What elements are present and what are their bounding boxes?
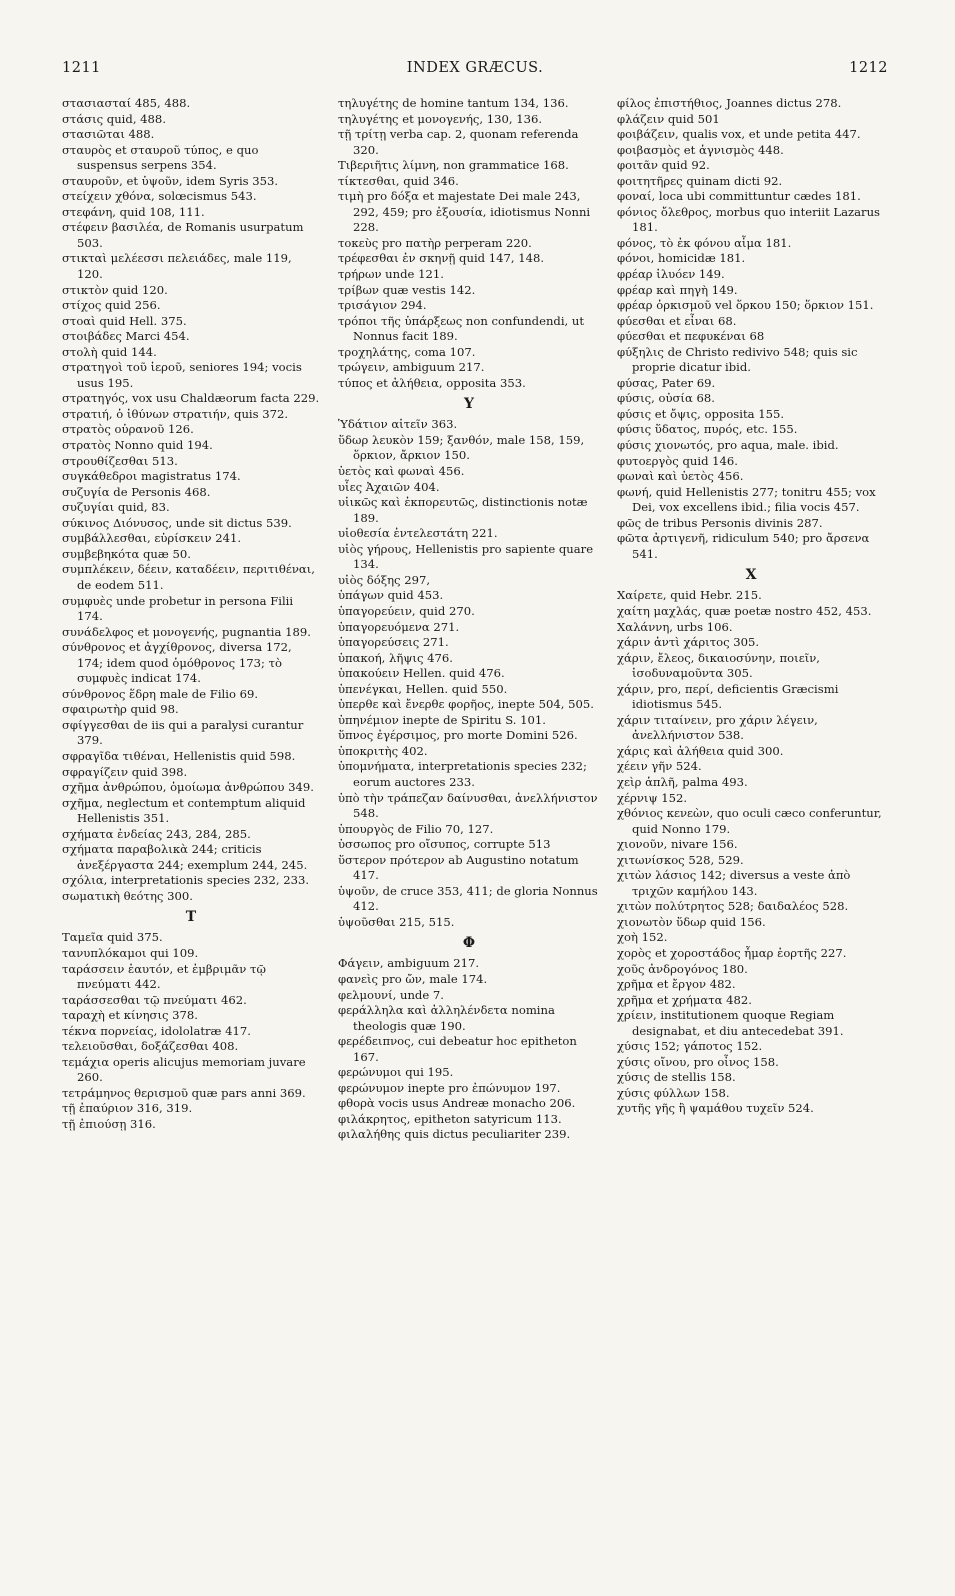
- index-entry: ὑπακούειν Hellen. quid 476.: [338, 666, 505, 681]
- index-entry: σύνθρονος et ἀγχίθρονος, diversa 172, 174; idem quod ὁμόθρονος 173; τὸ συμφυὲς indicat 174.: [62, 640, 292, 686]
- index-entry: τῇ ἐπαύριον 316, 319.: [62, 1101, 193, 1116]
- index-entry: φύσις χιονωτός, pro aqua, male. ibid.: [617, 438, 839, 453]
- index-column-3: [617, 96, 885, 1117]
- index-entry: συγκάθεδροι magistratus 174.: [62, 469, 241, 484]
- index-entry: υἱὸς γήρους, Hellenistis pro sapiente quare 134.: [338, 541, 594, 572]
- index-entry: τανυπλόκαμοι qui 109.: [62, 945, 199, 960]
- index-entry: φύσις, οὐσία 68.: [617, 391, 715, 406]
- index-entry: φρέαρ ἰλυόεν 149.: [617, 267, 725, 282]
- index-entry: σταυρὸς et σταυροῦ τύπος, e quo suspensus serpens 354.: [62, 142, 259, 173]
- index-entry: χύσις φύλλων 158.: [617, 1085, 730, 1100]
- index-entry: συζυγίαι quid, 83.: [62, 500, 170, 515]
- index-entry: σφραγίζειν quid 398.: [62, 764, 188, 779]
- index-entry: φοιτᾶν quid 92.: [617, 158, 710, 173]
- index-entry: υἱικῶς καὶ ἐκπορευτῶς, distinctionis notæ 189.: [338, 495, 588, 525]
- index-entry: φύξηλις de Christo redivivo 548; quis sic proprie dicatur ibid.: [617, 344, 858, 375]
- index-entry: συνάδελφος et μονογενής, pugnantia 189.: [62, 624, 311, 639]
- index-entry: Χαλάννη, urbs 106.: [617, 619, 733, 634]
- index-entry: στεφάνη, quid 108, 111.: [62, 204, 205, 219]
- index-entry: χύσις de stellis 158.: [617, 1070, 736, 1085]
- running-title: INDEX GRÆCUS.: [406, 60, 544, 76]
- index-entry: σφραγῖδα τιθέναι, Hellenistis quid 598.: [62, 748, 296, 763]
- index-entry: ὕπνος ἐγέρσιμος, pro morte Domini 526.: [338, 728, 578, 743]
- index-entry: φοιτητῆρες quinam dicti 92.: [617, 173, 783, 188]
- index-entry: σχήματα παραβολικὰ 244; criticis ἀνεξέργαστα 244; exemplum 244, 245.: [62, 842, 308, 872]
- index-entry: στασιασταί 485, 488.: [62, 96, 191, 110]
- index-entry: ταράσσεσθαι τῷ πνεύματι 462.: [62, 992, 247, 1007]
- index-entry: φύεσθαι et εἶναι 68.: [617, 313, 737, 328]
- index-entry: τρισάγιον 294.: [338, 298, 427, 313]
- index-entry: χιτωνίσκος 528, 529.: [617, 852, 744, 867]
- index-entry: φιλαλήθης quis dictus peculiariter 239.: [338, 1127, 571, 1142]
- index-entry: χιτὼν πολύτρητος 528; δαιδαλέος 528.: [617, 899, 849, 914]
- index-entry: Χαίρετε, quid Hebr. 215.: [617, 588, 762, 603]
- index-entry: στικτὸν quid 120.: [62, 282, 168, 297]
- index-entry: Φάγειν, ambiguum 217.: [338, 956, 480, 971]
- index-entry: σχῆμα ἀνθρώπου, ὁμοίωμα ἀνθρώπου 349.: [62, 780, 314, 795]
- index-entry: σφίγγεσθαι de iis qui a paralysi curantur 379.: [62, 717, 304, 748]
- index-entry: χέειν γῆν 524.: [617, 759, 702, 774]
- index-entry: ὑπουργὸς de Filio 70, 127.: [338, 821, 494, 836]
- index-entry: ὑψοῦν, de cruce 353, 411; de gloria Nonnus 412.: [338, 883, 598, 914]
- index-entry: τηλυγέτης et μονογενής, 130, 136.: [338, 111, 543, 126]
- index-entry: τοκεὺς pro πατὴρ perperam 220.: [338, 235, 532, 250]
- index-entry: χάριν τιταίνειν, pro χάριν λέγειν, ἀνελλήνιστον 538.: [617, 712, 818, 743]
- index-entry: ὑπὸ τὴν τράπεζαν δαίνυσθαι, ἀνελλήνιστον 548.: [338, 790, 598, 821]
- index-entry: φερέδειπνος, cui debeatur hoc epitheton 167.: [338, 1034, 577, 1064]
- index-entry: συμπλέκειν, δέειν, καταδέειν, περιτιθέναι, de eodem 511.: [62, 562, 315, 592]
- index-entry: υἷες Ἀχαιῶν 404.: [338, 479, 440, 494]
- index-entry: στρατηγός, vox usu Chaldæorum facta 229.: [62, 391, 320, 406]
- index-entry: τελειοῦσθαι, δοξάζεσθαι 408.: [62, 1039, 239, 1054]
- index-entry: συμβάλλεσθαι, εὑρίσκειν 241.: [62, 531, 242, 546]
- index-entry: φύσις et ὄψις, opposita 155.: [617, 406, 785, 421]
- index-entry: τεμάχια operis alicujus memoriam juvare 260.: [62, 1054, 306, 1085]
- index-entry: ὑψοῦσθαι 215, 515.: [338, 914, 455, 929]
- index-entry: φελμουνί, unde 7.: [338, 987, 444, 1002]
- index-entry: συμβεβηκότα quæ 50.: [62, 546, 191, 561]
- index-entry: τύπος et ἀλήθεια, opposita 353.: [338, 375, 526, 390]
- index-entry: υἱοθεσία ἐντελεστάτη 221.: [338, 526, 498, 541]
- index-entry: Ὑδάτιον αἰτεῖν 363.: [338, 417, 458, 432]
- index-entry: φοιβασμὸς et ἁγνισμὸς 448.: [617, 142, 784, 157]
- index-entry: τῇ ἐπιούσῃ 316.: [62, 1117, 156, 1131]
- index-entry: ὕδωρ λευκὸν 159; ξανθόν, male 158, 159, ὅρκιον, ἄρκιον 150.: [338, 432, 585, 463]
- index-entry: ὕστερον πρότερον ab Augustino notatum 417.: [338, 852, 579, 883]
- index-entry: υἱὸς δόξης 297,: [338, 572, 431, 587]
- index-entry: σχόλια, interpretationis species 232, 233.: [62, 873, 310, 888]
- index-entry: στείχειν χθόνα, solœcismus 543.: [62, 189, 257, 204]
- index-entry: στρουθίζεσθαι 513.: [62, 453, 178, 468]
- index-entry: χοὴ 152.: [617, 930, 668, 945]
- letter-section-heading: Υ: [464, 396, 474, 413]
- index-entry: σωματικὴ θεότης 300.: [62, 888, 193, 903]
- index-entry: φῶτα ἀρτιγενῆ, ridiculum 540; pro ἄρσενα 541.: [617, 531, 870, 561]
- index-entry: σύκινος Διόνυσος, unde sit dictus 539.: [62, 515, 292, 530]
- index-column-2: [338, 96, 600, 1143]
- index-entry: τρώγειν, ambiguum 217.: [338, 360, 485, 375]
- index-entry: χρίειν, institutionem quoque Regiam designabat, et diu antecedebat 391.: [617, 1008, 844, 1038]
- index-entry: φλάζειν quid 501: [617, 111, 720, 126]
- index-entry: χάριν, pro, περί, deficientis Græcismi idiotismus 545.: [617, 681, 839, 712]
- index-entry: χάριν ἀντὶ χάριτος 305.: [617, 635, 760, 650]
- index-entry: συμφυὲς unde probetur in persona Filii 174.: [62, 593, 294, 624]
- index-entry: στικταὶ μελέεσσι πελειάδες, male 119, 120.: [62, 251, 292, 282]
- index-entry: χιονωτὸν ὕδωρ quid 156.: [617, 914, 766, 929]
- index-entry: ὑπομνήματα, interpretationis species 232; eorum auctores 233.: [338, 759, 587, 789]
- index-entry: ὑετὸς καὶ φωναὶ 456.: [338, 464, 465, 479]
- index-entry: φρέαρ ὁρκισμοῦ vel ὅρκου 150; ὅρκιον 151.: [617, 298, 874, 313]
- index-entry: φθορὰ vocis usus Andreæ monacho 206.: [338, 1096, 576, 1111]
- index-entry: ὑπάγων quid 453.: [338, 588, 444, 603]
- index-entry: ὑπαγορεύσεις 271.: [338, 635, 449, 650]
- index-entry: ὑπερθε καὶ ἔνερθε φορῆος, inepte 504, 505.: [338, 697, 594, 712]
- index-entry: χεὶρ ἁπλῆ, palma 493.: [617, 774, 748, 789]
- index-entry: συζυγία de Personis 468.: [62, 484, 211, 499]
- index-entry: ταραχὴ et κίνησις 378.: [62, 1008, 198, 1023]
- index-entry: φύσας, Pater 69.: [617, 375, 716, 390]
- index-entry: τηλυγέτης de homine tantum 134, 136.: [338, 96, 569, 110]
- index-entry: ὑσσωπος pro οἴσυπος, corrupte 513: [338, 837, 551, 852]
- index-entry: στοιβάδες Marci 454.: [62, 329, 190, 344]
- index-entry: χρῆμα et ἔργον 482.: [617, 977, 736, 992]
- index-entry: στοαὶ quid Hell. 375.: [62, 313, 187, 328]
- index-entry: χέρνιψ 152.: [617, 790, 688, 805]
- letter-section-heading: Φ: [462, 935, 476, 952]
- index-entry: χρῆμα et χρήματα 482.: [617, 992, 752, 1007]
- letter-section-heading: T: [185, 909, 197, 926]
- index-entry: στολὴ quid 144.: [62, 344, 157, 359]
- index-entry: φοναί, loca ubi committuntur cædes 181.: [617, 189, 861, 204]
- index-entry: φανεὶς pro ὤν, male 174.: [338, 971, 488, 986]
- index-entry: χάριν, ἔλεος, δικαιοσύνην, ποιεῖν, ἰσοδυναμοῦντα 305.: [617, 650, 820, 681]
- index-entry: Ταμεῖα quid 375.: [62, 930, 163, 945]
- index-entry: στάσις quid, 488.: [62, 111, 166, 126]
- index-entry: χύσις οἴνου, pro οἶνος 158.: [617, 1054, 779, 1069]
- index-entry: τιμὴ pro δόξα et majestate Dei male 243, 292, 459; pro ἐξουσία, idiotismus Nonni 228.: [338, 189, 591, 235]
- index-entry: Τιβεριῆτις λίμνη, non grammatice 168.: [338, 158, 569, 173]
- index-entry: σχήματα ἐνδείας 243, 284, 285.: [62, 826, 251, 841]
- page-header: [62, 60, 888, 84]
- index-entry: ὑπαγορεύειν, quid 270.: [338, 603, 475, 618]
- index-entry: φύσις ὕδατος, πυρός, etc. 155.: [617, 422, 798, 437]
- letter-section-heading: X: [745, 567, 757, 584]
- index-entry: φόνοι, homicidæ 181.: [617, 251, 746, 266]
- index-entry: τίκτεσθαι, quid 346.: [338, 173, 459, 188]
- index-entry: χιονοῦν, nivare 156.: [617, 837, 738, 852]
- index-entry: φεράλληλα καὶ ἀλληλένδετα nomina theologis quæ 190.: [338, 1003, 555, 1033]
- index-entry: τετράμηνος θερισμοῦ quæ pars anni 369.: [62, 1085, 306, 1100]
- index-entry: φυτοεργὸς quid 146.: [617, 453, 738, 468]
- index-entry: φόνος, τὸ ἐκ φόνου αἷμα 181.: [617, 235, 792, 250]
- index-entry: τῇ τρίτῃ verba cap. 2, quonam referenda 320.: [338, 127, 579, 157]
- index-entry: φρέαρ καὶ πηγὴ 149.: [617, 282, 738, 297]
- index-entry: τρήρων unde 121.: [338, 267, 444, 282]
- index-entry: φίλος ἐπιστήθιος, Joannes dictus 278.: [617, 96, 842, 110]
- index-entry: φοιβάζειν, qualis vox, et unde petita 447.: [617, 127, 861, 142]
- index-entry: χιτὼν λάσιος 142; diversus a veste ἀπὸ τριχῶν καμήλου 143.: [617, 868, 851, 898]
- index-entry: ταράσσειν ἑαυτόν, et ἐμβριμᾶν τῷ πνεύματι 442.: [62, 961, 266, 992]
- index-entry: χορὸς et χοροστάδος ἦμαρ ἑορτῆς 227.: [617, 945, 847, 960]
- left-column-number: 1211: [62, 60, 101, 76]
- index-entry: χθόνιος κενεὼν, quo oculi cæco conferuntur, quid Nonno 179.: [617, 806, 882, 836]
- index-entry: ὑποκριτὴς 402.: [338, 743, 428, 758]
- index-entry: φῶς de tribus Personis divinis 287.: [617, 515, 823, 530]
- index-entry: τέκνα πορνείας, idololatræ 417.: [62, 1023, 251, 1038]
- index-column-1: [62, 96, 320, 1133]
- index-entry: ὑπακοή, λῆψις 476.: [338, 650, 453, 665]
- index-entry: φύεσθαι et πεφυκέναι 68: [617, 329, 765, 344]
- index-entry: σφαιρωτὴρ quid 98.: [62, 702, 179, 717]
- index-entry: στίχος quid 256.: [62, 298, 161, 313]
- index-entry: στρατηγοὶ τοῦ ἱεροῦ, seniores 194; vocis usus 195.: [62, 360, 302, 390]
- index-entry: τρίβων quæ vestis 142.: [338, 282, 476, 297]
- index-entry: χαίτη μαχλάς, quæ poetæ nostro 452, 453.: [617, 603, 872, 618]
- index-entry: σύνθρονος ἕδρη male de Filio 69.: [62, 686, 259, 701]
- index-entry: φωνή, quid Hellenistis 277; tonitru 455; vox Dei, vox excellens ibid.; filia vocis 457.: [617, 484, 876, 515]
- index-entry: φωναὶ καὶ ὑετὸς 456.: [617, 469, 744, 484]
- index-entry: τρόποι τῆς ὑπάρξεως non confundendi, ut Nonnus facit 189.: [338, 313, 585, 344]
- index-entry: τρέφεσθαι ἐν σκηνῇ quid 147, 148.: [338, 251, 545, 266]
- index-entry: ὑπενέγκαι, Hellen. quid 550.: [338, 681, 508, 696]
- index-entry: τροχηλάτης, coma 107.: [338, 344, 476, 359]
- index-entry: φερώνυμον inepte pro ἐπώνυμον 197.: [338, 1080, 561, 1095]
- right-column-number: 1212: [849, 60, 888, 76]
- index-entry: ὑπαγορευόμενα 271.: [338, 619, 460, 634]
- index-entry: χυτῆς γῆς ἢ ψαμάθου τυχεῖν 524.: [617, 1101, 814, 1116]
- index-entry: φερώνυμοι qui 195.: [338, 1065, 454, 1080]
- index-entry: φόνιος ὄλεθρος, morbus quo interiit Lazarus 181.: [617, 204, 881, 235]
- index-entry: ὑπηνέμιον inepte de Spiritu S. 101.: [338, 712, 546, 727]
- index-entry: σχῆμα, neglectum et contemptum aliquid Hellenistis 351.: [62, 795, 306, 826]
- index-entry: χύσις 152; γάποτος 152.: [617, 1039, 763, 1054]
- index-entry: σταυροῦν, et ὑψοῦν, idem Syris 353.: [62, 173, 279, 188]
- index-entry: χάρις καὶ ἀλήθεια quid 300.: [617, 743, 784, 758]
- index-entry: στρατὸς Nonno quid 194.: [62, 438, 213, 453]
- index-entry: χοῦς ἀνδρογόνος 180.: [617, 961, 748, 976]
- index-entry: στρατὸς οὐρανοῦ 126.: [62, 422, 194, 437]
- index-entry: στέφειν βασιλέα, de Romanis usurpatum 503.: [62, 220, 304, 250]
- index-entry: στασιῶται 488.: [62, 127, 155, 142]
- index-entry: φιλάκρητος, epitheton satyricum 113.: [338, 1111, 562, 1126]
- index-entry: στρατιή, ὁ ἰθύνων στρατιήν, quis 372.: [62, 406, 289, 421]
